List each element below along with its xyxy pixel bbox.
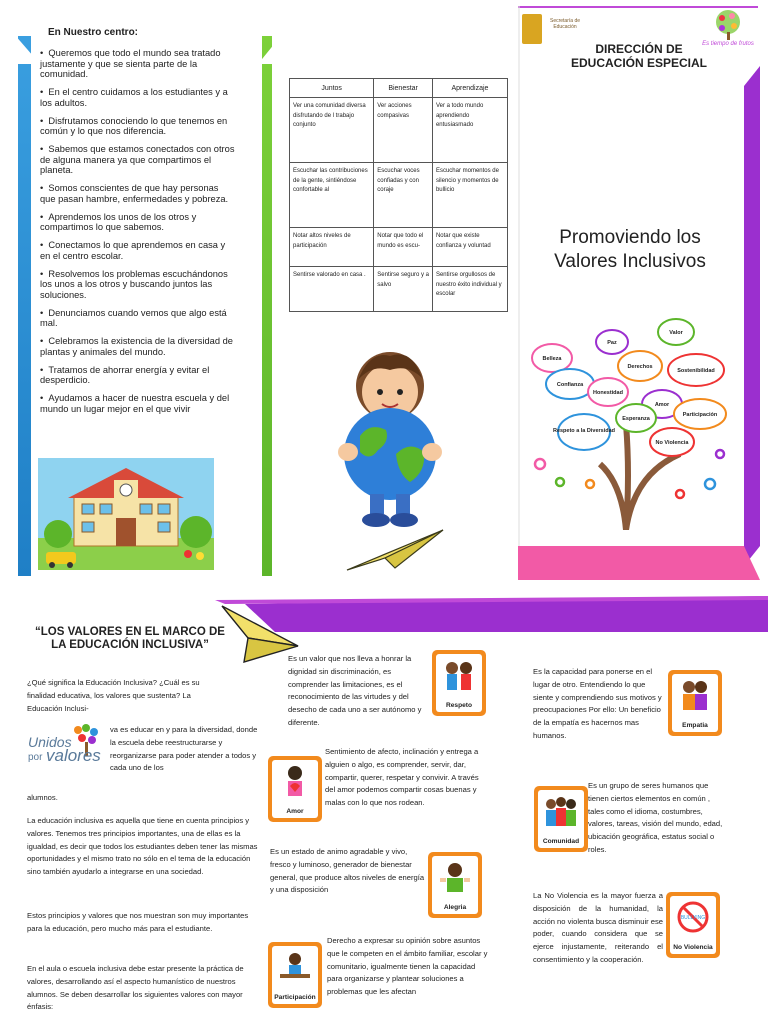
value-text-comunidad: Es un grupo de seres humanos que tienen ciertos elementos en común , tales como el idioma, costumbres, valores, tareas, visión del mundo, edad, ubicación geográfica, estatus social o roles. bbox=[588, 781, 723, 854]
value-text-respeto: Es un valor que nos lleva a honrar la dignidad sin discriminación, es comprender las limitaciones, es el reconocimiento de las virtudes y del desecho de cada uno a ser autónomo y diferente. bbox=[288, 654, 422, 727]
table-cell: Escuchar voces confiadas y con coraje bbox=[374, 163, 433, 228]
table-cell: Notar que todo el mundo es escu- bbox=[374, 228, 433, 267]
value-text-participacion: Derecho a expresar su opinión sobre asuntos que le competen en el ámbito familiar, escolar y comunitario, igualmente tienen la capacidad para organizarse y plantear soluciones a problemas que les afectan bbox=[327, 936, 488, 997]
paragraph: La educación inclusiva es aquella que tiene en cuenta principios y valores. Tenemos tres principios importantes, una de ellas es la igualdad, es decir que todos los estudiantes deben tener las mismas oportunidades y el mismo trato no sólo en el tema de la educación sino también ayudarlo a integrarse en una sociedad. bbox=[27, 816, 258, 877]
value-card-alegria bbox=[428, 852, 482, 918]
list-item: • Somos conscientes de que hay personas que pasan hambre, enfermedades y pobreza. bbox=[40, 183, 236, 204]
bullying-label: BULLYING bbox=[680, 915, 706, 921]
list-item: • Sabemos que estamos conectados con otros de alguna manera ya que compartimos el planeta. bbox=[40, 144, 236, 176]
list-item: • Denunciamos cuando vemos que algo está mal. bbox=[40, 308, 236, 329]
table-cell: Sentirse seguro y a salvo bbox=[374, 267, 433, 312]
value-text-alegria: Es un estado de animo agradable y vivo, fresco y luminoso, generador de bienestar general, que produce altos niveles de energía y una disposición bbox=[270, 847, 425, 895]
tree-word: Participación bbox=[682, 412, 718, 418]
value-label: Empatia bbox=[682, 722, 708, 729]
value-text-amor: Sentimiento de afecto, inclinación y entrega a alguien o algo, es comprender, servir, dar, compartir, querer, respetar y convivir. A través del amor podemos compartir cosas buenas y malas con lo que nos rodean. bbox=[325, 747, 479, 808]
values-tree-illustration bbox=[530, 314, 732, 530]
value-label: Comunidad bbox=[542, 838, 580, 845]
children-hugging-icon bbox=[676, 678, 714, 712]
list-item: • En el centro cuidamos a los estudiantes y a los adultos. bbox=[40, 87, 236, 108]
logo-caption: Es tiempo de frutos bbox=[702, 41, 754, 47]
table-header: Bienestar bbox=[374, 79, 433, 98]
child-holding-globe-illustration bbox=[330, 342, 450, 532]
brochure-heading: Promoviendo los Valores Inclusivos bbox=[554, 227, 706, 272]
table-cell: Escuchar momentos de silencio y momentos de bullicio bbox=[432, 163, 507, 228]
tree-word: Honestidad bbox=[593, 390, 623, 396]
list-item: • Queremos que todo el mundo sea tratado justamente y que se sienta parte de la comunidad. bbox=[40, 48, 236, 80]
children-greeting-icon bbox=[440, 658, 478, 692]
list-item: • Celebramos la existencia de la diversidad de plantas y animales del mundo. bbox=[40, 336, 236, 357]
green-stripe bbox=[262, 36, 272, 576]
happy-child-icon bbox=[436, 860, 474, 894]
intro-text-continued: va es educar en y para la diversidad, donde la escuela debe reestructurarse y reorganizarse para poder atender a todos y cada uno de los bbox=[110, 725, 258, 773]
value-label: Participación bbox=[274, 994, 316, 1001]
tree-word: Amor bbox=[654, 402, 670, 408]
table-cell: Ver acciones compasivas bbox=[374, 98, 433, 163]
list-item: • Disfrutamos conociendo lo que tenemos en común y lo que nos diferencia. bbox=[40, 116, 236, 137]
tree-word: Belleza bbox=[542, 356, 562, 362]
education-logo: Secretaría de Educación bbox=[549, 18, 581, 30]
centre-list bbox=[40, 48, 236, 422]
paragraph: alumnos. bbox=[27, 793, 58, 802]
paragraph: Estos principios y valores que nos muestran son muy importantes para la educación, pero mucho más para el estudiante. bbox=[27, 911, 249, 933]
paragraph: En el aula o escuela inclusiva debe estar presente la práctica de valores, desarrollando así el aspecto humanístico de nuestros alumnos. Se deben desarrollar los siguientes valores con mayor énfasis: bbox=[27, 964, 244, 1012]
tree-word: Valor bbox=[669, 330, 683, 336]
section-title: “LOS VALORES EN EL MARCO DE LA EDUCACIÓN INCLUSIVA” bbox=[35, 626, 225, 651]
value-label: Respeto bbox=[445, 702, 472, 709]
tree-word: Respeto a la Diversidad bbox=[552, 428, 616, 434]
table-cell: Notar altos niveles de participación bbox=[290, 228, 374, 267]
table-cell: Escuchar las contribuciones de la gente, sintiéndose confortable al bbox=[290, 163, 374, 228]
school-illustration bbox=[38, 458, 214, 570]
child-at-desk-icon bbox=[276, 950, 314, 984]
value-text-empatia: Es la capacidad para ponerse en el lugar de otro. Entendiendo lo que siente y comprendiendo sus motivos y preocupaciones Por ello: Un beneficio de la empatía es hacernos mas humanos. bbox=[533, 667, 662, 740]
no-bullying-icon bbox=[674, 900, 712, 934]
value-card-comunidad bbox=[534, 786, 588, 852]
direction-title: DIRECCIÓN DE EDUCACIÓN ESPECIAL bbox=[570, 42, 707, 70]
list-item: • Ayudamos a hacer de nuestra escuela y del mundo un lugar mejor en el que vivir bbox=[40, 393, 236, 414]
tree-word: Paz bbox=[607, 340, 617, 346]
table-header: Aprendizaje bbox=[432, 79, 507, 98]
tree-word: Sostenibilidad bbox=[677, 368, 715, 374]
value-label: Amor bbox=[286, 808, 304, 815]
community-people-icon bbox=[542, 794, 580, 828]
table-row bbox=[290, 98, 508, 163]
list-item: • Aprendemos los unos de los otros y compartimos lo que sabemos. bbox=[40, 212, 236, 233]
table-cell: Ver una comunidad diversa disfrutando de l trabajo conjunto bbox=[290, 98, 374, 163]
list-item: • Tratamos de ahorrar energía y evitar el desperdicio. bbox=[40, 365, 236, 386]
tree-word: Derechos bbox=[627, 364, 653, 370]
values-table bbox=[289, 78, 508, 312]
government-logo bbox=[522, 14, 542, 44]
unidos-por-valores-logo bbox=[26, 722, 108, 782]
child-heart-icon bbox=[276, 764, 314, 798]
paper-plane-icon bbox=[345, 524, 445, 574]
table-cell: Sentirse valorado en casa . bbox=[290, 267, 374, 312]
logo-word-1: Unidos bbox=[28, 734, 72, 750]
table-row bbox=[290, 163, 508, 228]
left-panel-title: En Nuestro centro: bbox=[48, 27, 139, 38]
list-item: • Conectamos lo que aprendemos en casa y en el centro escolar. bbox=[40, 240, 236, 261]
value-card-empatia bbox=[668, 670, 722, 736]
green-stripe-top bbox=[258, 32, 284, 64]
table-cell: Notar que existe confianza y voluntad bbox=[432, 228, 507, 267]
value-label: No Violencia bbox=[673, 944, 713, 951]
value-card-respeto bbox=[432, 650, 486, 716]
tree-word: Esperanza bbox=[622, 416, 650, 422]
value-card-amor bbox=[268, 756, 322, 822]
value-label: Alegria bbox=[443, 904, 467, 911]
table-header: Juntos bbox=[290, 79, 374, 98]
blue-stripe-top bbox=[14, 34, 40, 64]
blue-stripe bbox=[18, 36, 31, 576]
value-card-participacion bbox=[268, 942, 322, 1008]
table-row bbox=[290, 228, 508, 267]
table-row bbox=[290, 267, 508, 312]
tree-word: Confianza bbox=[556, 382, 584, 388]
table-cell: Sentirse orgullosos de nuestro éxito individual y escolar bbox=[432, 267, 507, 312]
table-cell: Ver a todo mundo aprendiendo entusiasmado bbox=[432, 98, 507, 163]
list-item: • Resolvemos los problemas escuchándonos los unos a los otros y buscando juntos las soluciones. bbox=[40, 269, 236, 301]
intro-text: ¿Qué significa la Educación Inclusiva? ¿Cuál es su finalidad educativa, los valores que sustenta? La Educación Inclusi- bbox=[27, 678, 200, 713]
logo-word-2: por bbox=[28, 752, 43, 763]
value-text-no-violencia: La No Violencia es la mayor fuerza a disposición de la humanidad, la acción no violenta busca disminuir ese poder, cuando considera que se ejerce injustamente, reiterando el consentimiento y la cooperación. bbox=[533, 891, 664, 964]
tree-word: No Violencia bbox=[655, 440, 689, 446]
logo-word-3: valores bbox=[46, 746, 101, 765]
value-card-no-violencia bbox=[666, 892, 720, 958]
